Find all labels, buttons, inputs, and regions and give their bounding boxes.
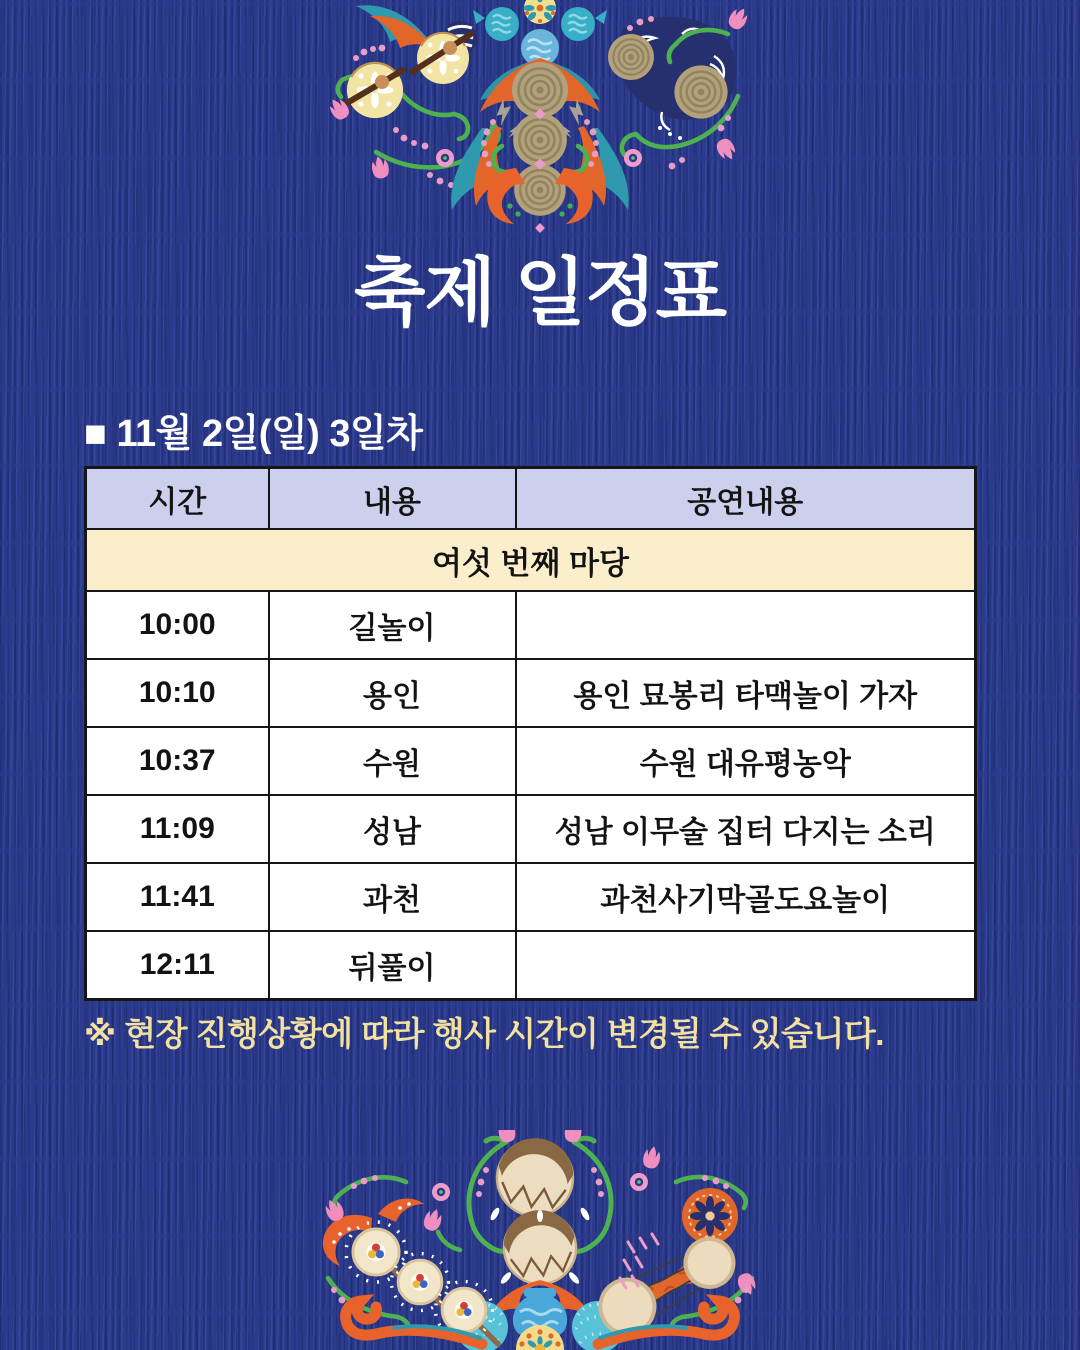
bottom-right-cluster <box>591 1145 759 1344</box>
performance-cell: 과천사기막골도요놀이 <box>516 863 976 931</box>
column-header-time: 시간 <box>86 468 269 530</box>
content-cell: 과천 <box>269 863 516 931</box>
content-cell: 성남 <box>269 795 516 863</box>
time-cell: 11:41 <box>86 863 269 931</box>
top-center-cluster <box>473 0 607 233</box>
performance-cell <box>516 591 976 659</box>
bottom-ornament-illustration <box>310 1130 770 1350</box>
column-header-content: 내용 <box>269 468 516 530</box>
time-cell: 10:37 <box>86 727 269 795</box>
table-row <box>86 795 976 863</box>
performance-cell: 용인 묘봉리 타맥놀이 가자 <box>516 659 976 727</box>
content-cell: 길놀이 <box>269 591 516 659</box>
poster-title: 축제 일정표 <box>354 251 726 334</box>
time-cell: 10:10 <box>86 659 269 727</box>
table-row <box>86 659 976 727</box>
time-cell: 11:09 <box>86 795 269 863</box>
table-row <box>86 931 976 1000</box>
content-cell: 수원 <box>269 727 516 795</box>
table-row <box>86 863 976 931</box>
top-ornament-illustration <box>330 0 750 236</box>
table-row <box>86 727 976 795</box>
bottom-left-cluster <box>322 1175 498 1344</box>
performance-cell: 성남 이무술 집터 다지는 소리 <box>516 795 976 863</box>
time-cell: 10:00 <box>86 591 269 659</box>
performance-cell: 수원 대유평농악 <box>516 727 976 795</box>
column-header-performance: 공연내용 <box>516 468 976 530</box>
section-heading: ■ 11월 2일(일) 3일차 <box>84 413 423 455</box>
section-band-row <box>86 529 976 591</box>
schedule-footnote: ※ 현장 진행상황에 따라 행사 시간이 변경될 수 있습니다. <box>84 1015 884 1052</box>
table-row <box>86 591 976 659</box>
content-cell: 뒤풀이 <box>269 931 516 1000</box>
time-cell: 12:11 <box>86 931 269 1000</box>
content-cell: 용인 <box>269 659 516 727</box>
top-right-cluster <box>576 5 750 210</box>
schedule-table <box>84 466 977 1001</box>
performance-cell <box>516 931 976 1000</box>
table-header-row <box>86 468 976 530</box>
section-band-label: 여섯 번째 마당 <box>86 529 976 591</box>
top-left-cluster <box>330 5 504 210</box>
